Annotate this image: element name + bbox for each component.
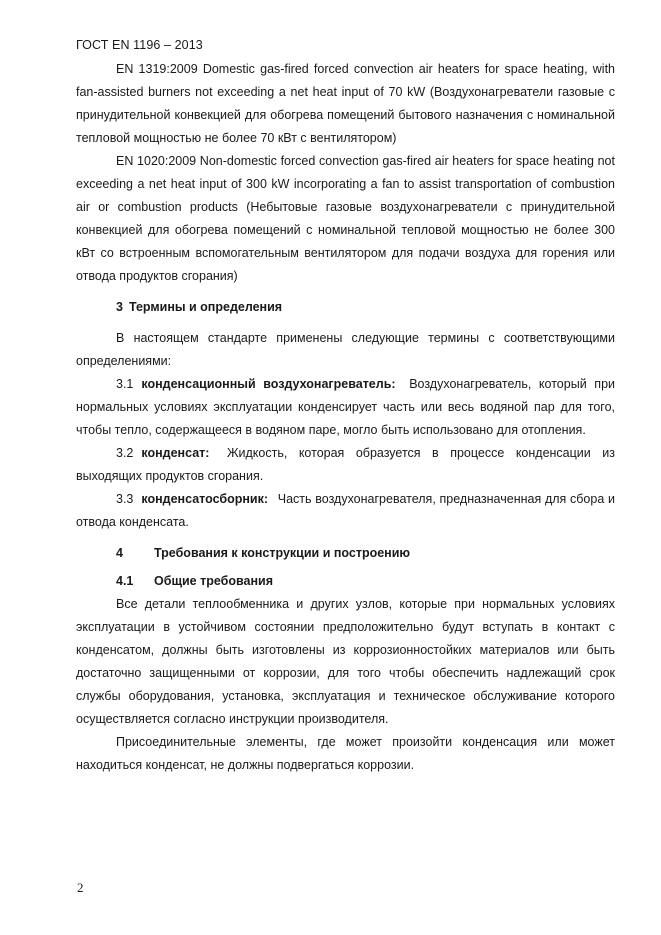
term-3-3-name: конденсатосборник:	[141, 492, 269, 506]
section-4-1-number: 4.1	[116, 574, 134, 588]
section-3-number: 3	[116, 300, 123, 314]
section-3-heading	[76, 296, 615, 319]
section-4-1-heading	[76, 570, 615, 593]
section-4-1-title: Общие требования	[154, 574, 274, 588]
term-3-3-number: 3.3	[116, 492, 134, 506]
term-3-1-definition: Воздухонагреватель, который при нормальных условиях эксплуатации конденсирует часть или весь водяной пар для того, чтобы тепло, содержащееся в водяном паре, могло быть использовано для отопления.	[76, 377, 616, 437]
section-4-1-paragraph-1: Все детали теплообменника и других узлов, которые при нормальных условиях эксплуатации в устойчивом состоянии предположительно будут вступать в контакт с конденсатом, должны быть изготовлены из коррозионностойких материалов или быть достаточно защищенными от коррозии, для того чтобы обеспечить надлежащий срок службы оборудования, установка, эксплуатация и техническое обслуживание которого осуществляется согласно инструкции производителя.	[76, 597, 615, 726]
term-3-2	[76, 442, 615, 488]
term-3-2-definition: Жидкость, которая образуется в процессе конденсации из выходящих продуктов сгорания.	[76, 446, 615, 483]
term-3-2-name: конденсат:	[141, 446, 210, 460]
section-4-title: Требования к конструкции и построению	[154, 546, 411, 560]
document-body	[76, 58, 615, 777]
term-3-1	[76, 373, 615, 442]
section-4-heading	[76, 542, 615, 565]
reference-en1319: EN 1319:2009 Domestic gas-fired forced convection air heaters for space heating, with fan-assisted burners not exceeding a net heat input of 70 kW (Воздухонагреватели газовые с принудительной конвекцией для обогрева помещений бытового назначения с номинальной тепловой мощностью не более 70 кВт с вентилятором)	[76, 62, 615, 145]
term-3-3-definition: Часть воздухонагревателя, предназначенная для сбора и отвода конденсата.	[76, 492, 615, 529]
section-3-intro: В настоящем стандарте применены следующие термины с соответствующими определениями:	[76, 331, 615, 368]
term-3-3	[76, 488, 615, 534]
page-number: 2	[77, 880, 84, 895]
reference-en1020: EN 1020:2009 Non-domestic forced convection gas-fired air heaters for space heating not exceeding a net heat input of 300 kW incorporating a fan to assist transportation of combustion air or combustion products (Небытовые газовые воздухонагреватели с принудительной конвекцией для обогрева помещений с номинальной тепловой мощностью не более 300 кВт со встроенным вспомогательным вентилятором для подачи воздуха для горения или отвода продуктов сгорания)	[76, 154, 615, 283]
section-4-1-paragraph-2: Присоединительные элементы, где может произойти конденсация или может находиться конденсат, не должны подвергаться коррозии.	[76, 735, 615, 772]
section-3-title: Термины и определения	[128, 300, 283, 314]
term-3-1-name: конденсационный воздухонагреватель:	[141, 377, 396, 391]
term-3-1-number: 3.1	[116, 377, 134, 391]
section-4-number: 4	[116, 546, 123, 560]
term-3-2-number: 3.2	[116, 446, 134, 460]
document-header: ГОСТ EN 1196 – 2013	[76, 38, 203, 52]
